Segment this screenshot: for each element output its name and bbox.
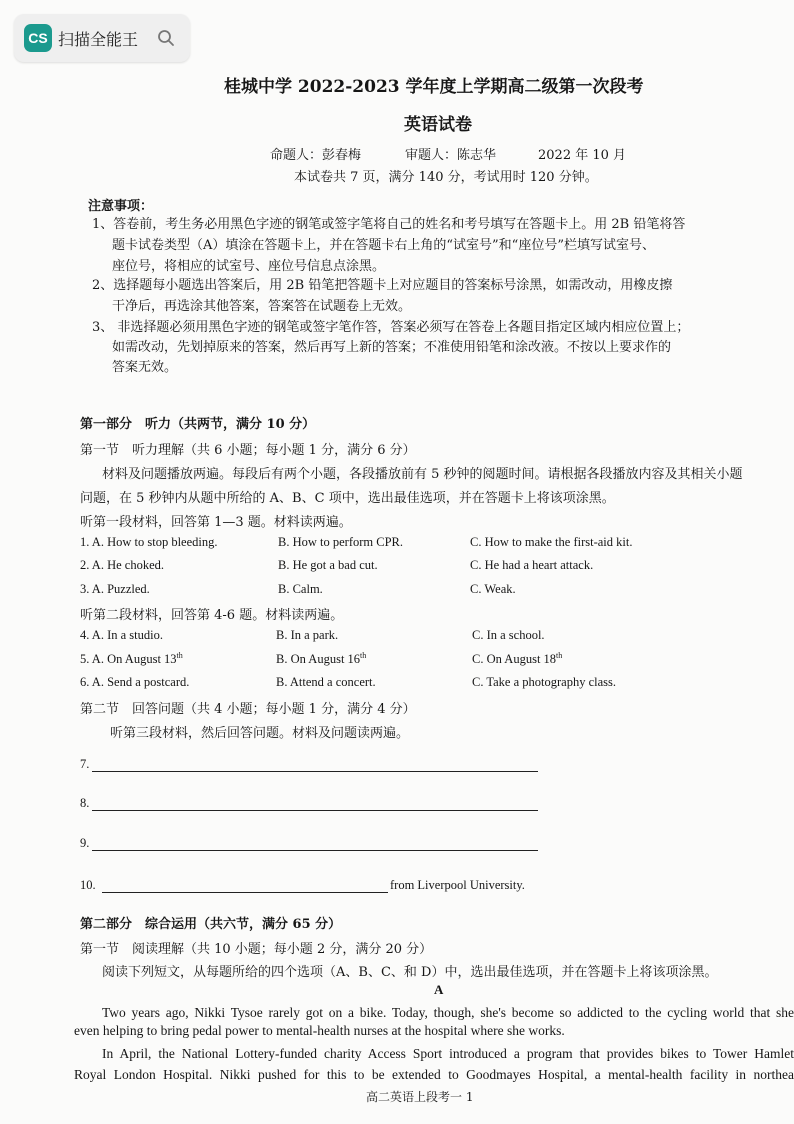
scanner-badge[interactable]	[14, 14, 190, 62]
note-line: 3、 非选择题必须用黑色字迹的钢笔或签字笔作答，答案必须写在答卷上各题目指定区域内相应位置上；	[92, 320, 690, 335]
note-line: 座位号，将相应的试室号、座位号信息点涂黑。	[112, 259, 386, 274]
section2-instruction: 听第三段材料，然后回答问题。材料及问题读两遍。	[110, 726, 410, 741]
exam-subject: 英语试卷	[404, 115, 472, 135]
question-4-option-a: 4. A. In a studio.	[80, 628, 163, 642]
part1-heading: 第一部分 听力（共两节，满分 10 分）	[80, 417, 316, 432]
question-4-option-c: C. In a school.	[472, 628, 545, 642]
question-3-option-a: 3. A. Puzzled.	[80, 582, 150, 596]
note-line: 如需改动，先划掉原来的答案，然后再写上新的答案；不准使用铅笔和涂改液。不按以上要求作的	[112, 340, 672, 355]
question-5-option-c: C. On August 18th	[472, 651, 563, 667]
question-2-option-a: 2. A. He choked.	[80, 558, 165, 572]
part1-section1: 第一节 听力理解（共 6 小题；每小题 1 分，满分 6 分）	[80, 443, 416, 458]
blank-label-8: 8.	[80, 796, 90, 810]
question-3-option-b: B. Calm.	[278, 582, 323, 596]
answer-line-10[interactable]	[102, 892, 388, 893]
notes-heading: 注意事项：	[88, 199, 154, 214]
exam-info: 本试卷共 7 页，满分 140 分，考试用时 120 分钟。	[294, 170, 598, 185]
question-5-option-a: 5. A. On August 13th	[80, 651, 183, 667]
note-line: 1、答卷前，考生务必用黑色字迹的钢笔或签字笔将自己的姓名和考号填写在答题卡上。用 2B 铅笔将答	[92, 217, 686, 232]
reading-instruction: 阅读下列短文，从每题所给的四个选项（A、B、C、和 D）中，选出最佳选项，并在答题卡上将该项涂黑。	[102, 965, 718, 980]
question-1-option-a: 1. A. How to stop bleeding.	[80, 535, 218, 549]
part1-instruction: 问题，在 5 秒钟内从题中所给的 A、B、C 项中，选出最佳选项，并在答题卡上将该项涂黑。	[80, 491, 615, 506]
note-line: 干净后，再选涂其他答案，答案答在试题卷上无效。	[112, 299, 412, 314]
question-2-option-c: C. He had a heart attack.	[470, 558, 594, 572]
reviewer: 审题人：陈志华	[405, 148, 497, 163]
answer-line-7[interactable]	[92, 771, 538, 772]
page-footer: 高二英语上段考一 1	[366, 1090, 474, 1104]
passage-line: In April, the National Lottery-funded charity Access Sport introduced a program that provides bikes to Tower Hamlet	[102, 1046, 794, 1061]
part2-heading: 第二部分 综合运用（共六节，满分 65 分）	[80, 917, 342, 932]
part1-section2: 第二节 回答问题（共 4 小题；每小题 1 分，满分 4 分）	[80, 702, 416, 717]
question-6-option-b: B. Attend a concert.	[276, 675, 376, 689]
question-3-option-c: C. Weak.	[470, 582, 516, 596]
passage-line: Royal London Hospital. Nikki pushed for this to be extended to Goodmayes Hospital, a mental-health facility in northea	[74, 1067, 794, 1082]
note-line: 题卡试卷类型（A）填涂在答题卡上，并在答题卡右上角的“试室号”和“座位号”栏填写试室号、	[112, 238, 655, 253]
blank-label-9: 9.	[80, 836, 90, 850]
segment2-instruction: 听第二段材料，回答第 4-6 题。材料读两遍。	[80, 608, 344, 623]
passage-line: Two years ago, Nikki Tysoe rarely got on a bike. Today, though, she's become so addicted to the cycling world that she	[102, 1005, 794, 1020]
passage-label: A	[434, 982, 444, 997]
note-line: 答案无效。	[112, 360, 178, 375]
question-6-option-c: C. Take a photography class.	[472, 675, 617, 689]
note-line: 2、选择题每小题选出答案后，用 2B 铅笔把答题卡上对应题目的答案标号涂黑，如需改动，用橡皮擦	[92, 278, 673, 293]
segment1-instruction: 听第一段材料，回答第 1—3 题。材料读两遍。	[80, 515, 352, 530]
setter: 命题人：彭春梅	[270, 148, 362, 163]
exam-title: 桂城中学 2022-2023 学年度上学期高二级第一次段考	[224, 77, 644, 97]
blank-label-7: 7.	[80, 757, 90, 771]
question-4-option-b: B. In a park.	[276, 628, 339, 642]
answer-line-8[interactable]	[92, 810, 538, 811]
question-1-option-b: B. How to perform CPR.	[278, 535, 403, 549]
camscanner-logo: CS	[24, 24, 52, 52]
passage-line: even helping to bring pedal power to mental-health nurses at the hospital where she works.	[74, 1023, 565, 1038]
blank-label-10: 10.	[80, 878, 96, 892]
answer-line-9[interactable]	[92, 850, 538, 851]
question-1-option-c: C. How to make the first-aid kit.	[470, 535, 633, 549]
search-icon[interactable]	[156, 28, 176, 48]
exam-date: 2022 年 10 月	[538, 148, 627, 163]
blank-10-suffix: from Liverpool University.	[390, 878, 525, 892]
part1-instruction: 材料及问题播放两遍。每段后有两个小题，各段播放前有 5 秒钟的阅题时间。请根据各段播放内容及其相关小题	[102, 467, 743, 482]
question-2-option-b: B. He got a bad cut.	[278, 558, 378, 572]
part2-section1: 第一节 阅读理解（共 10 小题；每小题 2 分，满分 20 分）	[80, 942, 433, 957]
question-6-option-a: 6. A. Send a postcard.	[80, 675, 190, 689]
question-5-option-b: B. On August 16th	[276, 651, 367, 667]
app-name: 扫描全能王	[58, 31, 139, 49]
